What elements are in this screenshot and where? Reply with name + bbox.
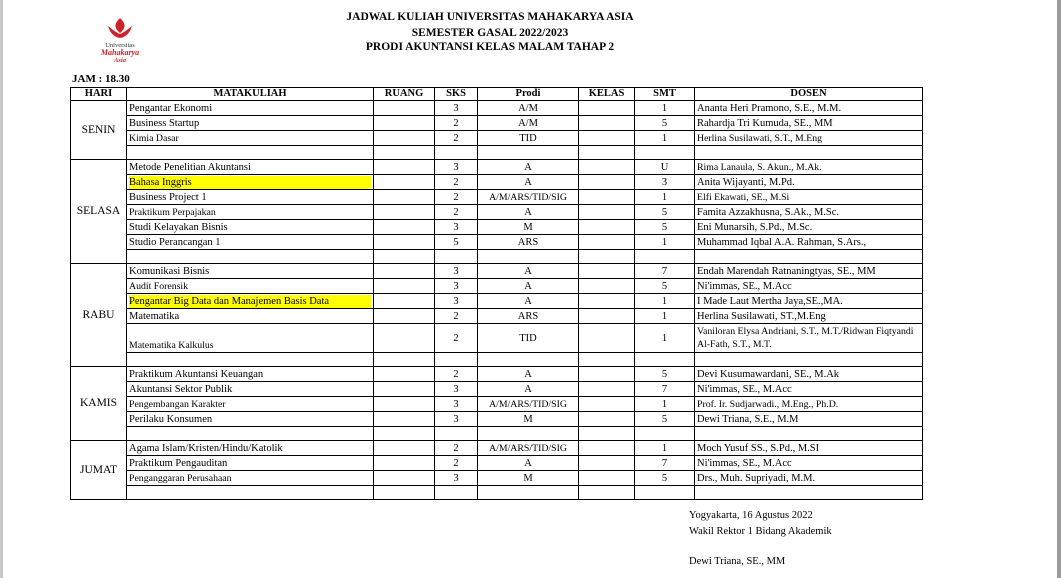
sks-cell: 2 xyxy=(435,367,478,382)
room-cell xyxy=(374,131,435,146)
sks-cell: 2 xyxy=(435,175,478,190)
schedule-table xyxy=(70,87,923,500)
sks-cell: 3 xyxy=(435,264,478,279)
prodi-cell: A xyxy=(478,264,579,279)
lecturer-cell: Ni'immas, SE., M.Acc xyxy=(695,456,923,471)
course-name: Studio Perancangan 1 xyxy=(127,235,374,250)
sks-cell: 3 xyxy=(435,382,478,397)
prodi-cell: A/M/ARS/TID/SIG xyxy=(478,441,579,456)
prodi-cell: A/M xyxy=(478,101,579,116)
course-name: Komunikasi Bisnis xyxy=(127,264,374,279)
table-header-row xyxy=(71,88,923,101)
table-row xyxy=(71,235,923,250)
sks-cell: 2 xyxy=(435,131,478,146)
kelas-cell xyxy=(579,116,635,131)
smt-cell: 1 xyxy=(635,324,695,353)
kelas-cell xyxy=(579,324,635,353)
smt-cell: 1 xyxy=(635,101,695,116)
lecturer-cell: Herlina Susilawati, S.T., M.Eng xyxy=(695,131,923,146)
table-row xyxy=(71,456,923,471)
table-row xyxy=(71,220,923,235)
course-name: Pengantar Big Data dan Manajemen Basis Data xyxy=(129,295,371,308)
kelas-cell xyxy=(579,131,635,146)
table-row xyxy=(71,160,923,175)
table-row xyxy=(71,279,923,294)
sks-cell: 3 xyxy=(435,471,478,486)
prodi-cell: TID xyxy=(478,324,579,353)
smt-cell: 1 xyxy=(635,190,695,205)
kelas-cell xyxy=(579,471,635,486)
table-row xyxy=(71,294,923,309)
document-title: JADWAL KULIAH UNIVERSITAS MAHAKARYA ASIA xyxy=(346,11,634,23)
table-row xyxy=(71,205,923,220)
smt-cell: 5 xyxy=(635,471,695,486)
table-row xyxy=(71,101,923,116)
course-name: Akuntansi Sektor Publik xyxy=(127,382,374,397)
course-name: Penganggaran Perusahaan xyxy=(127,471,374,486)
course-name: Metode Penelitian Akuntansi xyxy=(127,160,374,175)
col-matakuliah: MATAKULIAH xyxy=(127,88,374,101)
prodi-cell: A/M/ARS/TID/SIG xyxy=(478,397,579,412)
sks-cell: 2 xyxy=(435,441,478,456)
sks-cell: 2 xyxy=(435,190,478,205)
smt-cell: 7 xyxy=(635,264,695,279)
prodi-cell: M xyxy=(478,471,579,486)
sks-cell: 3 xyxy=(435,160,478,175)
course-name: Business Project 1 xyxy=(127,190,374,205)
sks-cell: 3 xyxy=(435,412,478,427)
prodi-cell: A xyxy=(478,456,579,471)
sks-cell: 3 xyxy=(435,220,478,235)
prodi-cell: A xyxy=(478,294,579,309)
kelas-cell xyxy=(579,190,635,205)
smt-cell: 5 xyxy=(635,220,695,235)
sks-cell: 2 xyxy=(435,116,478,131)
university-logo xyxy=(86,14,154,64)
table-row xyxy=(71,175,923,190)
smt-cell: 5 xyxy=(635,116,695,131)
table-row-empty xyxy=(71,353,923,367)
sks-cell: 2 xyxy=(435,205,478,220)
prodi-cell: A xyxy=(478,382,579,397)
room-cell xyxy=(374,382,435,397)
room-cell xyxy=(374,264,435,279)
lecturer-cell: Drs., Muh. Supriyadi, M.M. xyxy=(695,471,923,486)
lecturer-cell: Devi Kusumawardani, SE., M.Ak xyxy=(695,367,923,382)
document-program: PRODI AKUNTANSI KELAS MALAM TAHAP 2 xyxy=(365,41,615,53)
lecturer-cell: Ananta Heri Pramono, S.E., M.M. xyxy=(695,101,923,116)
lecturer-cell: Ni'immas, SE., M.Acc xyxy=(695,382,923,397)
prodi-cell: A xyxy=(478,279,579,294)
kelas-cell xyxy=(579,397,635,412)
sks-cell: 3 xyxy=(435,101,478,116)
room-cell xyxy=(374,471,435,486)
course-name: Kimia Dasar xyxy=(127,131,374,146)
smt-cell: 1 xyxy=(635,309,695,324)
table-row xyxy=(71,412,923,427)
smt-cell: 1 xyxy=(635,235,695,250)
kelas-cell xyxy=(579,175,635,190)
kelas-cell xyxy=(579,205,635,220)
room-cell xyxy=(374,190,435,205)
course-name: Agama Islam/Kristen/Hindu/Katolik xyxy=(127,441,374,456)
course-name: Perilaku Konsumen xyxy=(127,412,374,427)
course-name: Studi Kelayakan Bisnis xyxy=(127,220,374,235)
smt-cell: 1 xyxy=(635,441,695,456)
prodi-cell: M xyxy=(478,220,579,235)
prodi-cell: A xyxy=(478,367,579,382)
course-name-highlighted xyxy=(127,175,374,190)
smt-cell: 5 xyxy=(635,279,695,294)
scrollbar[interactable] xyxy=(1057,0,1061,578)
kelas-cell xyxy=(579,235,635,250)
col-dosen: DOSEN xyxy=(695,88,923,101)
svg-text:Mahakarya: Mahakarya xyxy=(100,48,140,57)
smt-cell: 5 xyxy=(635,367,695,382)
table-row-empty xyxy=(71,427,923,441)
room-cell xyxy=(374,279,435,294)
course-name: Praktikum Perpajakan xyxy=(127,205,374,220)
day-senin: SENIN xyxy=(71,101,127,160)
room-cell xyxy=(374,309,435,324)
signature-name: Dewi Triana, SE., MM xyxy=(689,556,786,567)
prodi-cell: TID xyxy=(478,131,579,146)
course-name: Pengantar Ekonomi xyxy=(127,101,374,116)
room-cell xyxy=(374,205,435,220)
table-row xyxy=(71,367,923,382)
prodi-cell: A/M/ARS/TID/SIG xyxy=(478,190,579,205)
prodi-cell: A xyxy=(478,205,579,220)
prodi-cell: ARS xyxy=(478,309,579,324)
room-cell xyxy=(374,235,435,250)
prodi-cell: A xyxy=(478,160,579,175)
sks-cell: 2 xyxy=(435,456,478,471)
smt-cell: 7 xyxy=(635,456,695,471)
course-name: Pengembangan Karakter xyxy=(127,397,374,412)
col-ruang: RUANG xyxy=(374,88,435,101)
table-row xyxy=(71,190,923,205)
course-name-highlighted xyxy=(127,294,374,309)
prodi-cell: A/M xyxy=(478,116,579,131)
day-kamis: KAMIS xyxy=(71,367,127,441)
lecturer-cell: Famita Azzakhusna, S.Ak., M.Sc. xyxy=(695,205,923,220)
day-rabu: RABU xyxy=(71,264,127,367)
smt-cell: 5 xyxy=(635,412,695,427)
document-semester: SEMESTER GASAL 2022/2023 xyxy=(411,27,569,39)
sks-cell: 3 xyxy=(435,279,478,294)
smt-cell: 5 xyxy=(635,205,695,220)
svg-text:Asia: Asia xyxy=(114,57,126,64)
day-jumat: JUMAT xyxy=(71,441,127,500)
lecturer-cell: I Made Laut Mertha Jaya,SE.,MA. xyxy=(695,294,923,309)
course-name: Matematika Kalkulus xyxy=(127,324,374,353)
table-row-empty xyxy=(71,486,923,500)
lecturer-cell: Moch Yusuf SS., S.Pd., M.SI xyxy=(695,441,923,456)
table-row xyxy=(71,324,923,353)
lecturer-cell: Endah Marendah Ratnaningtyas, SE., MM xyxy=(695,264,923,279)
signature-role: Wakil Rektor 1 Bidang Akademik xyxy=(689,526,832,537)
course-name: Audit Forensik xyxy=(127,279,374,294)
signature-place-date: Yogyakarta, 16 Agustus 2022 xyxy=(689,510,813,521)
kelas-cell xyxy=(579,412,635,427)
room-cell xyxy=(374,397,435,412)
table-row xyxy=(71,441,923,456)
sks-cell: 5 xyxy=(435,235,478,250)
class-time: JAM : 18.30 xyxy=(72,73,130,85)
room-cell xyxy=(374,101,435,116)
lecturer-cell: Ni'immas, SE., M.Acc xyxy=(695,279,923,294)
table-row-empty xyxy=(71,250,923,264)
smt-cell: 1 xyxy=(635,131,695,146)
kelas-cell xyxy=(579,264,635,279)
table-row xyxy=(71,131,923,146)
kelas-cell xyxy=(579,382,635,397)
kelas-cell xyxy=(579,294,635,309)
col-prodi: Prodi xyxy=(478,88,579,101)
room-cell xyxy=(374,367,435,382)
table-row xyxy=(71,309,923,324)
lecturer-cell: Dewi Triana, S.E., M.M xyxy=(695,412,923,427)
table-row xyxy=(71,397,923,412)
smt-cell: 3 xyxy=(635,175,695,190)
kelas-cell xyxy=(579,367,635,382)
smt-cell: 1 xyxy=(635,397,695,412)
lecturer-cell: Rahardja Tri Kumuda, SE., MM xyxy=(695,116,923,131)
room-cell xyxy=(374,220,435,235)
room-cell xyxy=(374,324,435,353)
prodi-cell: M xyxy=(478,412,579,427)
sks-cell: 3 xyxy=(435,397,478,412)
col-kelas: KELAS xyxy=(579,88,635,101)
kelas-cell xyxy=(579,101,635,116)
lecturer-cell: Vaniloran Elysa Andriani, S.T., M.T./Ridwan Fiqtyandi Al-Fath, S.T., M.T. xyxy=(695,324,923,353)
room-cell xyxy=(374,116,435,131)
table-row xyxy=(71,116,923,131)
col-hari: HARI xyxy=(71,88,127,101)
lecturer-cell: Elfi Ekawati, SE., M.Si xyxy=(695,190,923,205)
lecturer-cell: Rima Lanaula, S. Akun., M.Ak. xyxy=(695,160,923,175)
course-name: Praktikum Akuntansi Keuangan xyxy=(127,367,374,382)
sks-cell: 2 xyxy=(435,309,478,324)
course-name: Bahasa Inggris xyxy=(129,176,371,189)
table-row xyxy=(71,382,923,397)
room-cell xyxy=(374,160,435,175)
kelas-cell xyxy=(579,220,635,235)
smt-cell: 1 xyxy=(635,294,695,309)
course-name: Business Startup xyxy=(127,116,374,131)
smt-cell: 7 xyxy=(635,382,695,397)
lecturer-cell: Anita Wijayanti, M.Pd. xyxy=(695,175,923,190)
prodi-cell: ARS xyxy=(478,235,579,250)
sks-cell: 3 xyxy=(435,294,478,309)
lecturer-cell: Prof. Ir. Sudjarwadi., M.Eng., Ph.D. xyxy=(695,397,923,412)
day-selasa: SELASA xyxy=(71,160,127,264)
smt-cell: U xyxy=(635,160,695,175)
table-row-empty xyxy=(71,146,923,160)
lecturer-cell: Eni Munarsih, S.Pd., M.Sc. xyxy=(695,220,923,235)
kelas-cell xyxy=(579,160,635,175)
table-row xyxy=(71,264,923,279)
col-sks: SKS xyxy=(435,88,478,101)
lecturer-cell: Muhammad Iqbal A.A. Rahman, S.Ars., xyxy=(695,235,923,250)
room-cell xyxy=(374,441,435,456)
table-row xyxy=(71,471,923,486)
window-edge-left xyxy=(0,0,3,578)
svg-text:Universitas: Universitas xyxy=(105,42,135,49)
kelas-cell xyxy=(579,309,635,324)
room-cell xyxy=(374,412,435,427)
prodi-cell: A xyxy=(478,175,579,190)
kelas-cell xyxy=(579,441,635,456)
room-cell xyxy=(374,294,435,309)
lecturer-cell: Herlina Susilawati, ST.,M.Eng xyxy=(695,309,923,324)
course-name: Matematika xyxy=(127,309,374,324)
kelas-cell xyxy=(579,279,635,294)
sks-cell: 2 xyxy=(435,324,478,353)
course-name: Praktikum Pengauditan xyxy=(127,456,374,471)
col-smt: SMT xyxy=(635,88,695,101)
kelas-cell xyxy=(579,456,635,471)
room-cell xyxy=(374,456,435,471)
room-cell xyxy=(374,175,435,190)
